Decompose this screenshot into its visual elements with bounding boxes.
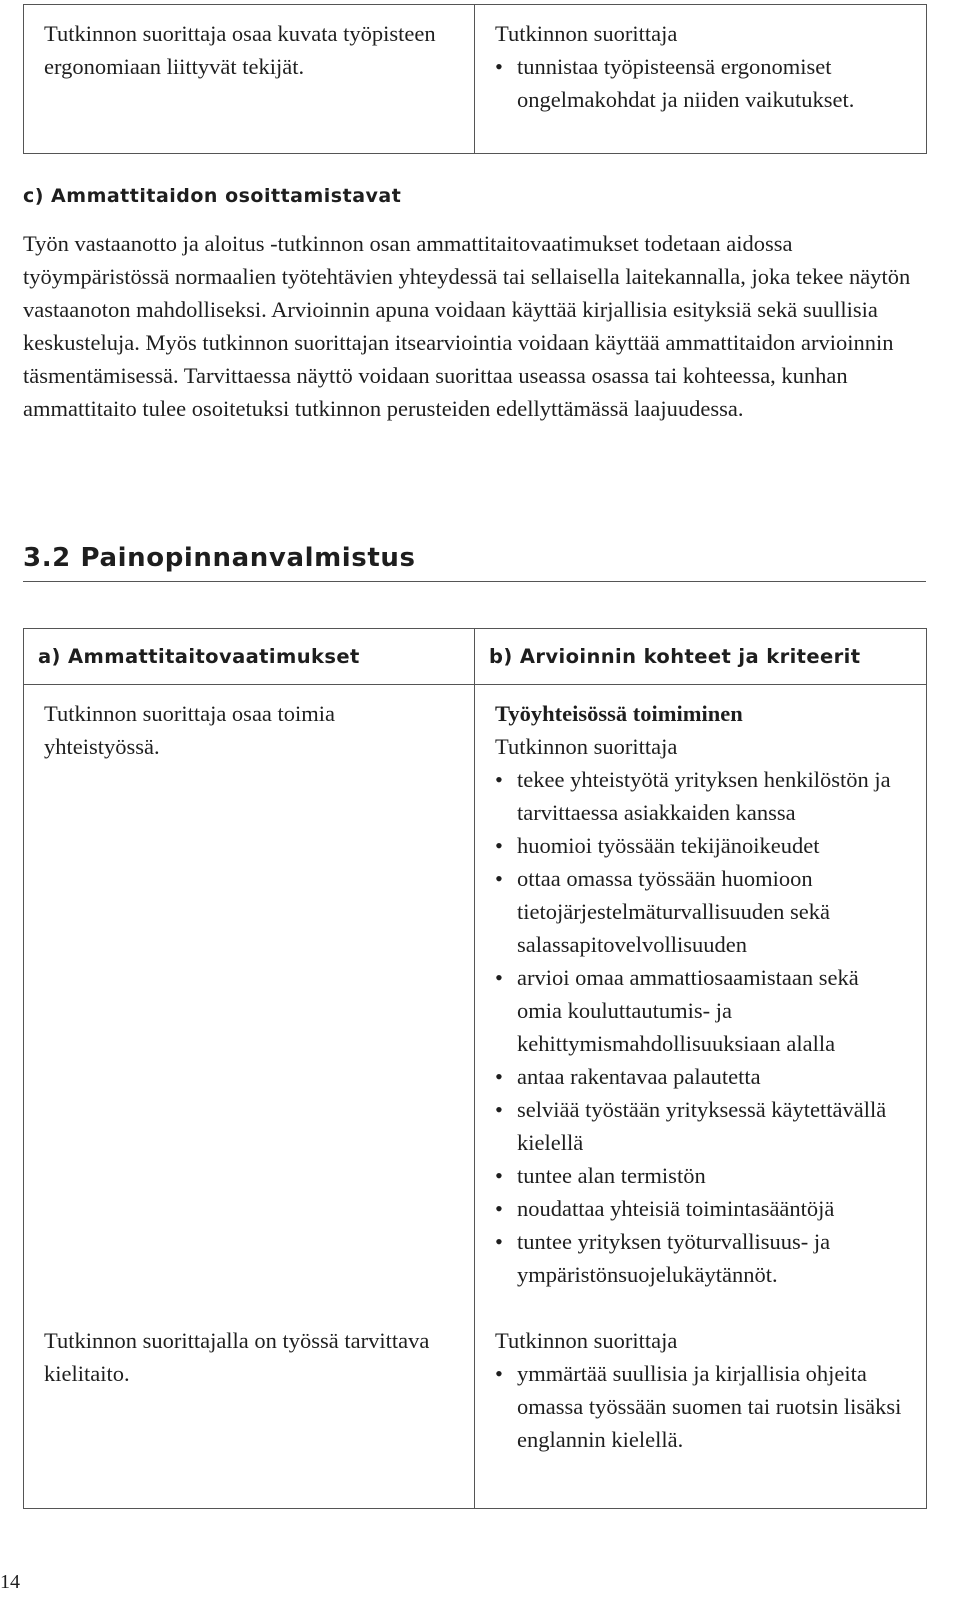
list-item: • huomioi työssään tekijänoikeudet — [495, 829, 908, 862]
section-heading: c) Ammattitaidon osoittamistavat — [23, 185, 402, 207]
top-criteria-table — [23, 4, 927, 154]
criteria-list — [495, 1357, 908, 1456]
criteria-cell — [475, 5, 927, 154]
list-item: • antaa rakentavaa palautetta — [495, 1060, 908, 1093]
list-item: • selviää työstään yrityksessä käytettävällä kielellä — [495, 1093, 908, 1159]
criteria-list — [495, 763, 908, 1291]
criteria-intro: Tutkinnon suorittaja — [495, 734, 678, 759]
list-item: • ottaa omassa työssään huomioon tietojärjestelmäturvallisuuden sekä salassapitovelvollisuuden — [495, 862, 908, 961]
section-title: 3.2 Painopinnanvalmistus — [23, 543, 926, 582]
list-item: • ymmärtää suullisia ja kirjallisia ohjeita omassa työssään suomen tai ruotsin lisäksi englannin kielellä. — [495, 1357, 908, 1456]
requirement-text: Tutkinnon suorittaja osaa kuvata työpisteen ergonomiaan liittyvät tekijät. — [44, 21, 436, 79]
list-item: • tekee yhteistyötä yrityksen henkilöstön ja tarvittaessa asiakkaiden kanssa — [495, 763, 908, 829]
table-header-row — [24, 629, 927, 685]
list-item: • arvioi omaa ammattiosaamistaan sekä omia kouluttautumis- ja kehittymismahdollisuuksiaan alalla — [495, 961, 908, 1060]
list-item: • tuntee yrityksen työturvallisuus- ja ympäristönsuojelukäytännöt. — [495, 1225, 908, 1291]
criteria-list — [495, 50, 908, 116]
requirement-text: Tutkinnon suorittaja osaa toimia yhteistyössä. — [44, 701, 336, 759]
table-row — [24, 5, 927, 154]
list-item: • tunnistaa työpisteensä ergonomiset ongelmakohdat ja niiden vaikutukset. — [495, 50, 908, 116]
column-header-requirements: a) Ammattitaitovaatimukset — [24, 629, 475, 685]
page-number: 14 — [0, 1571, 20, 1593]
assessment-table — [23, 628, 927, 1509]
table-row — [24, 685, 927, 1509]
criteria-intro: Tutkinnon suorittaja — [495, 1328, 678, 1353]
requirement-text: Tutkinnon suorittajalla on työssä tarvittava kielitaito. — [44, 1328, 430, 1386]
list-item: • tuntee alan termistön — [495, 1159, 908, 1192]
criteria-cell — [475, 685, 927, 1509]
requirement-cell — [24, 5, 475, 154]
list-item: • noudattaa yhteisiä toimintasääntöjä — [495, 1192, 908, 1225]
column-header-criteria: b) Arvioinnin kohteet ja kriteerit — [475, 629, 927, 685]
criteria-title: Työyhteisössä toimiminen — [495, 701, 743, 726]
body-paragraph: Työn vastaanotto ja aloitus -tutkinnon osan ammattitaitovaatimukset todetaan aidossa työympäristössä normaalien työtehtävien yhteydessä tai sellaisella laitekannalla, joka tekee näytön vastaanoton mahdolliseksi. Arvioinnin apuna voidaan käyttää kirjallisia esityksiä sekä suullisia keskusteluja. Myös tutkinnon suorittajan itsearviointia voidaan käyttää ammattitaidon arvioinnin täsmentämisessä. Tarvittaessa näyttö voidaan suorittaa useassa osassa tai kohteessa, kunhan ammattitaito tulee osoitetuksi tutkinnon perusteiden edellyttämässä laajuudessa. — [23, 231, 911, 421]
criteria-intro: Tutkinnon suorittaja — [495, 21, 678, 46]
requirements-cell — [24, 685, 475, 1509]
